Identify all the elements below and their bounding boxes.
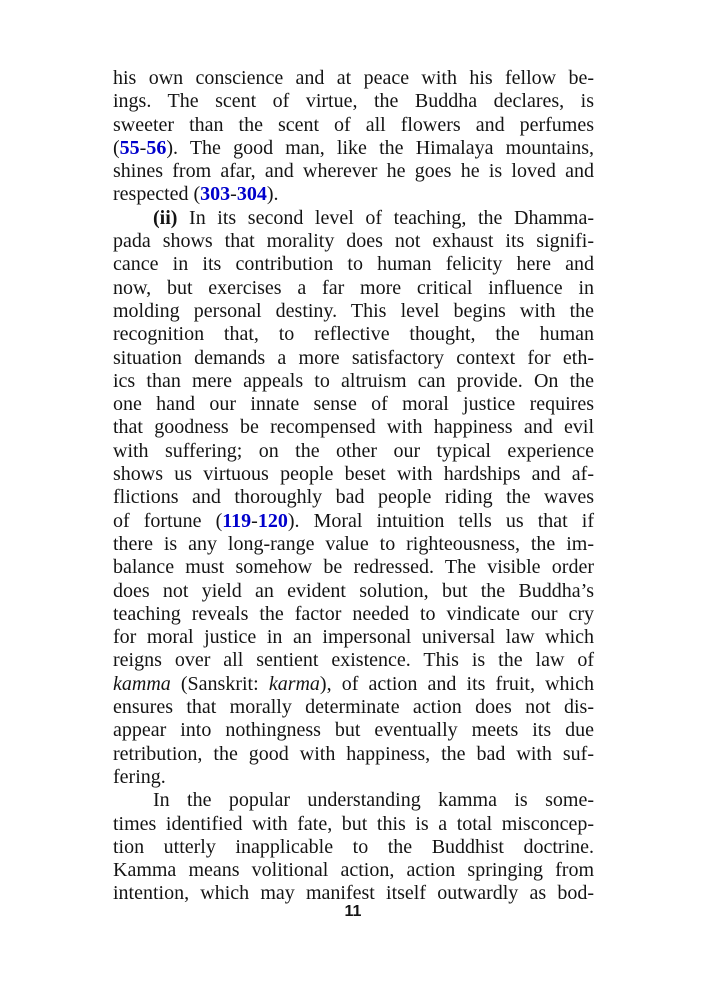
text-segment: ), of action and its fruit, which: [319, 672, 594, 695]
text-segment: that goodness be recompensed with happiness and evil: [113, 416, 594, 439]
text-segment: sweeter than the scent of all flowers and perfumes: [113, 113, 594, 136]
text-line: [113, 673, 594, 696]
text-segment: appear into nothingness but eventually meets its due: [113, 719, 594, 742]
text-line: [113, 183, 594, 206]
text-line: [113, 393, 594, 416]
text-segment: teaching reveals the factor needed to vindicate our cry: [113, 602, 594, 625]
text-segment: kamma: [113, 672, 171, 695]
verse-link[interactable]: 119: [222, 509, 252, 532]
text-line: [113, 719, 594, 742]
text-segment: does not yield an evident solution, but the Buddha’s: [113, 579, 594, 602]
text-segment: shines from afar, and wherever he goes he is loved and: [113, 160, 594, 183]
text-line: [113, 533, 594, 556]
text-segment: -: [230, 183, 237, 206]
paragraph: [113, 67, 594, 207]
text-segment: ).: [266, 183, 279, 206]
text-segment: situation demands a more satisfactory context for eth-: [113, 346, 594, 369]
text-segment: one hand our innate sense of moral justice requires: [113, 393, 594, 416]
text-segment: balance must somehow be redressed. The visible order: [113, 556, 594, 579]
verse-link[interactable]: 55: [119, 136, 140, 159]
text-segment: flictions and thoroughly bad people riding the waves: [113, 486, 594, 509]
text-line: [113, 649, 594, 672]
text-segment: -: [139, 136, 147, 159]
text-line: [113, 813, 594, 836]
text-line: [113, 626, 594, 649]
text-line: [113, 300, 594, 323]
text-line: [113, 486, 594, 509]
text-line: [113, 556, 594, 579]
text-segment: cance in its contribution to human felicity here and: [113, 253, 594, 276]
text-line: [113, 277, 594, 300]
text-segment: ensures that morally determinate action does not dis-: [113, 696, 594, 719]
text-line: [113, 323, 594, 346]
text-line: [113, 743, 594, 766]
text-line: [113, 766, 594, 789]
text-line: [113, 463, 594, 486]
text-segment: shows us virtuous people beset with hardships and af-: [113, 463, 594, 486]
text-line: [113, 160, 594, 183]
text-segment: retribution, the good with happiness, the bad with suf-: [113, 742, 594, 765]
text-block: [113, 67, 594, 906]
text-line: [113, 207, 594, 230]
text-segment: ). Moral intuition tells us that if: [287, 509, 594, 532]
text-segment: tion utterly inapplicable to the Buddhist doctrine.: [113, 835, 594, 858]
text-segment: -: [251, 509, 258, 532]
text-line: [113, 230, 594, 253]
text-segment: intention, which may manifest itself outwardly as bod-: [113, 882, 594, 905]
verse-link[interactable]: 304: [236, 183, 267, 206]
text-segment: reigns over all sentient existence. This is the law of: [113, 649, 594, 672]
text-segment: recognition that, to reflective thought, the human: [113, 323, 594, 346]
text-line: [113, 603, 594, 626]
verse-link[interactable]: 56: [146, 136, 167, 159]
text-segment: respected (: [113, 183, 201, 206]
text-line: [113, 836, 594, 859]
text-segment: karma: [268, 672, 320, 695]
text-segment: (Sanskrit:: [170, 672, 269, 695]
text-segment: his own conscience and at peace with his fellow be-: [113, 67, 594, 89]
text-segment: there is any long-range value to righteousness, the im-: [113, 532, 594, 555]
text-line: [113, 370, 594, 393]
text-segment: times identified with fate, but this is a total misconcep-: [113, 812, 594, 835]
text-line: [113, 859, 594, 882]
paragraph: [113, 207, 594, 789]
text-line: [113, 67, 594, 90]
text-line: [113, 580, 594, 603]
text-line: [113, 789, 594, 812]
text-segment: ics than mere appeals to altruism can provide. On the: [113, 369, 594, 392]
text-segment: (: [113, 136, 120, 159]
text-segment: fering.: [113, 765, 166, 788]
text-line: [113, 440, 594, 463]
text-line: [113, 696, 594, 719]
text-segment: In its second level of teaching, the Dhamma-: [177, 206, 594, 229]
verse-link[interactable]: 303: [200, 183, 231, 206]
text-segment: with suffering; on the other our typical experience: [113, 439, 594, 462]
text-line: [113, 347, 594, 370]
page-number: 11: [344, 903, 362, 920]
text-segment: now, but exercises a far more critical influence in: [113, 276, 594, 299]
text-segment: Kamma means volitional action, action springing from: [113, 859, 594, 882]
text-segment: of fortune (: [113, 509, 223, 532]
text-segment: ). The good man, like the Himalaya mountains,: [166, 136, 594, 159]
text-line: [113, 510, 594, 533]
text-line: [113, 90, 594, 113]
text-line: [113, 137, 594, 160]
text-line: [113, 253, 594, 276]
text-line: [113, 416, 594, 439]
text-segment: (ii): [153, 206, 178, 229]
paragraph: [113, 789, 594, 905]
text-segment: molding personal destiny. This level begins with the: [113, 299, 594, 322]
text-segment: In the popular understanding kamma is some-: [153, 789, 594, 812]
text-segment: ings. The scent of virtue, the Buddha declares, is: [113, 90, 594, 113]
text-segment: pada shows that morality does not exhaust its signifi-: [113, 230, 594, 253]
text-line: [113, 114, 594, 137]
verse-link[interactable]: 120: [257, 509, 288, 532]
text-segment: for moral justice in an impersonal universal law which: [113, 626, 594, 649]
